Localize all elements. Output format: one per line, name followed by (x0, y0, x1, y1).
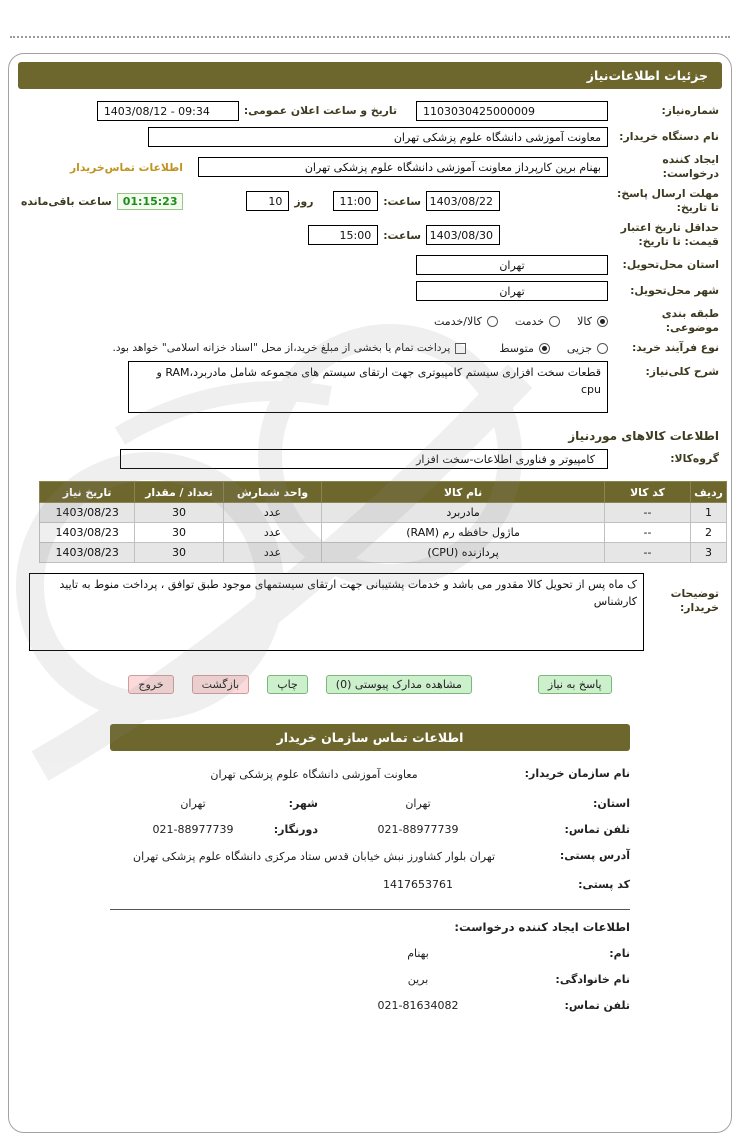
row-request-creator (21, 153, 719, 181)
org-name-value: معاونت آموزشی دانشگاه علوم پزشکی تهران (210, 768, 418, 782)
radio-minor-label: جزیی (566, 341, 592, 355)
radio-service-label: خدمت (514, 314, 545, 328)
buyer-contact-section (110, 767, 630, 1012)
delivery-city-label: شهر محل‌تحویل: (630, 284, 719, 298)
reply-deadline-label: مهلت ارسال پاسخ: تا تاریخ: (617, 187, 719, 215)
table-row[interactable] (40, 503, 727, 523)
fax-label: دورنگار: (273, 822, 318, 836)
contact-row-postal (110, 878, 630, 891)
cell-row-number: 2 (691, 523, 727, 543)
cell-row-number: 3 (691, 543, 727, 563)
top-separator (10, 36, 730, 38)
contact-row-province-city (110, 797, 630, 810)
buyer-contact-title: اطلاعات تماس سازمان خریدار (276, 730, 464, 746)
creator-phone-value: 021-81634082 (377, 999, 459, 1013)
action-buttons (9, 675, 731, 694)
delivery-city-field[interactable]: تهران (416, 281, 608, 301)
cell-unit: عدد (223, 523, 321, 543)
cell-need-date: 1403/08/23 (40, 523, 135, 543)
radio-medium[interactable] (539, 343, 550, 354)
buyer-org-field[interactable]: معاونت آموزشی دانشگاه علوم پزشکی تهران (148, 127, 608, 147)
radio-goods[interactable] (597, 316, 608, 327)
cell-need-date: 1403/08/23 (40, 543, 135, 563)
province-label: استان: (593, 796, 630, 810)
cell-need-date: 1403/08/23 (40, 503, 135, 523)
row-buyer-org (21, 127, 719, 147)
phone-value: 021-88977739 (377, 822, 459, 836)
city-label: شهر: (288, 796, 318, 810)
reply-deadline-time-field[interactable]: 11:00 (333, 191, 379, 211)
print-button[interactable]: چاپ (267, 675, 308, 694)
reply-to-need-button[interactable]: پاسخ به نیاز (538, 675, 612, 694)
buyer-org-label: نام دستگاه خریدار: (619, 129, 719, 143)
col-goods-name: نام کالا (322, 482, 605, 503)
radio-minor[interactable] (597, 343, 608, 354)
request-creator-label: ایجاد کننده درخواست: (662, 153, 719, 181)
postal-code-value: 1417653761 (383, 878, 453, 892)
cell-goods-code: -- (604, 523, 690, 543)
row-delivery-city (21, 281, 719, 301)
goods-section-title: اطلاعات کالاهای موردنیاز (568, 429, 719, 444)
radio-goods-service-label: کالا/خدمت (434, 314, 482, 328)
cell-row-number: 1 (691, 503, 727, 523)
need-number-label: شماره‌نیاز: (661, 103, 719, 117)
cell-quantity: 30 (135, 523, 223, 543)
postal-code-label: کد پستی: (578, 878, 630, 892)
radio-goods-service[interactable] (487, 316, 498, 327)
need-description-field[interactable]: قطعات سخت افزاری سیستم کامپیوتری جهت ارتقای سیستم های مجموعه شامل مادربرد،RAM و cpu (128, 361, 608, 413)
cell-goods-name: ماژول حافظه رم (RAM) (322, 523, 605, 543)
phone-label: تلفن تماس: (564, 822, 630, 836)
buyer-notes-field[interactable]: ک ماه پس از تحویل کالا مقدور می باشد و خدمات پشتیبانی جهت ارتقای سیستمهای موجود طبق توافق ، پرداخت منوط به تایید کارشناس (29, 573, 644, 651)
row-delivery-province (21, 255, 719, 275)
row-reply-deadline (21, 187, 719, 215)
remaining-time-label: ساعت باقی‌مانده (21, 194, 112, 208)
goods-group-label: گروه‌کالا: (670, 452, 719, 466)
table-row[interactable] (40, 543, 727, 563)
cell-quantity: 30 (135, 503, 223, 523)
section-title: جزئیات اطلاعات‌نیاز (586, 68, 708, 83)
purchase-type-label: نوع فرآیند خرید: (631, 341, 719, 355)
creator-phone-label: تلفن تماس: (564, 999, 630, 1013)
need-number-field[interactable]: 1103030425000009 (416, 101, 608, 121)
announce-datetime-label: تاریخ و ساعت اعلان عمومی: (243, 103, 397, 117)
treasury-checkbox-label: پرداخت تمام یا بخشی از مبلغ خرید،از محل "اسناد خزانه اسلامی" خواهد بود. (112, 342, 451, 355)
row-price-validity (21, 221, 719, 249)
subject-classification-label: طبقه بندی موضوعی: (661, 307, 719, 335)
reply-deadline-time-label: ساعت: (383, 194, 421, 208)
back-button[interactable]: بازگشت (192, 675, 250, 694)
creator-row-phone (110, 999, 630, 1012)
address-value: تهران بلوار کشاورز نبش خیابان قدس ستاد مرکزی دانشگاه علوم پزشکی تهران (132, 849, 496, 863)
view-attachments-button[interactable]: مشاهده مدارک پیوستی (0) (326, 675, 472, 694)
section-header-buyer-contact (110, 724, 630, 751)
goods-table-header-row (40, 482, 727, 503)
province-value: تهران (405, 796, 431, 810)
col-need-date: تاریخ نیاز (40, 482, 135, 503)
treasury-checkbox[interactable] (455, 343, 466, 354)
row-need-number (21, 101, 719, 121)
creator-row-first-name (110, 947, 630, 960)
delivery-province-label: استان محل‌تحویل: (622, 258, 719, 272)
contact-row-org (110, 767, 630, 784)
exit-button[interactable]: خروج (128, 675, 173, 694)
announce-datetime-field[interactable]: 1403/08/12 - 09:34 (97, 101, 239, 121)
cell-unit: عدد (223, 543, 321, 563)
price-validity-date-field[interactable]: 1403/08/30 (426, 225, 500, 245)
buyer-notes-label: توضیحات خریدار: (670, 587, 719, 615)
goods-table (39, 481, 727, 563)
delivery-province-field[interactable]: تهران (416, 255, 608, 275)
cell-quantity: 30 (135, 543, 223, 563)
cell-goods-code: -- (604, 543, 690, 563)
contact-row-address (110, 849, 630, 866)
row-purchase-type (21, 341, 719, 355)
first-name-value: بهنام (407, 947, 429, 961)
row-need-description (21, 361, 719, 413)
section-header-need-details (18, 62, 722, 89)
table-row[interactable] (40, 523, 727, 543)
col-unit: واحد شمارش (223, 482, 321, 503)
col-goods-code: کد کالا (604, 482, 690, 503)
price-validity-time-label: ساعت: (383, 228, 421, 242)
buyer-contact-link[interactable]: اطلاعات تماس‌خریدار (69, 160, 183, 174)
days-unit-label: روز (294, 194, 314, 208)
reply-deadline-date-field[interactable]: 1403/08/22 (426, 191, 500, 211)
cell-goods-code: -- (604, 503, 690, 523)
cell-unit: عدد (223, 503, 321, 523)
row-subject-classification (21, 307, 719, 335)
row-goods-group (21, 449, 719, 469)
last-name-label: نام خانوادگی: (555, 973, 630, 987)
contact-row-phone-fax (110, 823, 630, 836)
creator-row-last-name (110, 973, 630, 986)
need-details-panel (8, 53, 732, 1133)
creator-info-title: اطلاعات ایجاد کننده درخواست: (454, 920, 630, 935)
first-name-label: نام: (609, 947, 630, 961)
request-creator-field[interactable]: بهنام برین کارپرداز معاونت آموزشی دانشگاه علوم پزشکی تهران (198, 157, 608, 177)
need-description-label: شرح کلی‌نیاز: (645, 365, 719, 379)
section-divider (110, 909, 630, 910)
col-row-number: ردیف (691, 482, 727, 503)
col-quantity: تعداد / مقدار (135, 482, 223, 503)
radio-service[interactable] (549, 316, 560, 327)
cell-goods-name: پردازنده (CPU) (322, 543, 605, 563)
fax-value: 021-88977739 (152, 822, 234, 836)
city-value: تهران (180, 796, 206, 810)
goods-group-field[interactable]: کامپیوتر و فناوری اطلاعات-سخت افزار (120, 449, 608, 469)
org-name-label: نام سازمان خریدار: (524, 767, 630, 781)
radio-medium-label: متوسط (499, 341, 534, 355)
days-field[interactable]: 10 (246, 191, 289, 211)
price-validity-label: حداقل تاریخ اعتبار قیمت: تا تاریخ: (620, 221, 719, 249)
radio-goods-label: کالا (577, 314, 592, 328)
address-label: آدرس پستی: (559, 848, 630, 862)
row-buyer-notes (21, 573, 719, 651)
cell-goods-name: مادربرد (322, 503, 605, 523)
remaining-time-counter: 01:15:23 (117, 193, 184, 210)
price-validity-time-field[interactable]: 15:00 (308, 225, 378, 245)
last-name-value: برین (407, 973, 429, 987)
